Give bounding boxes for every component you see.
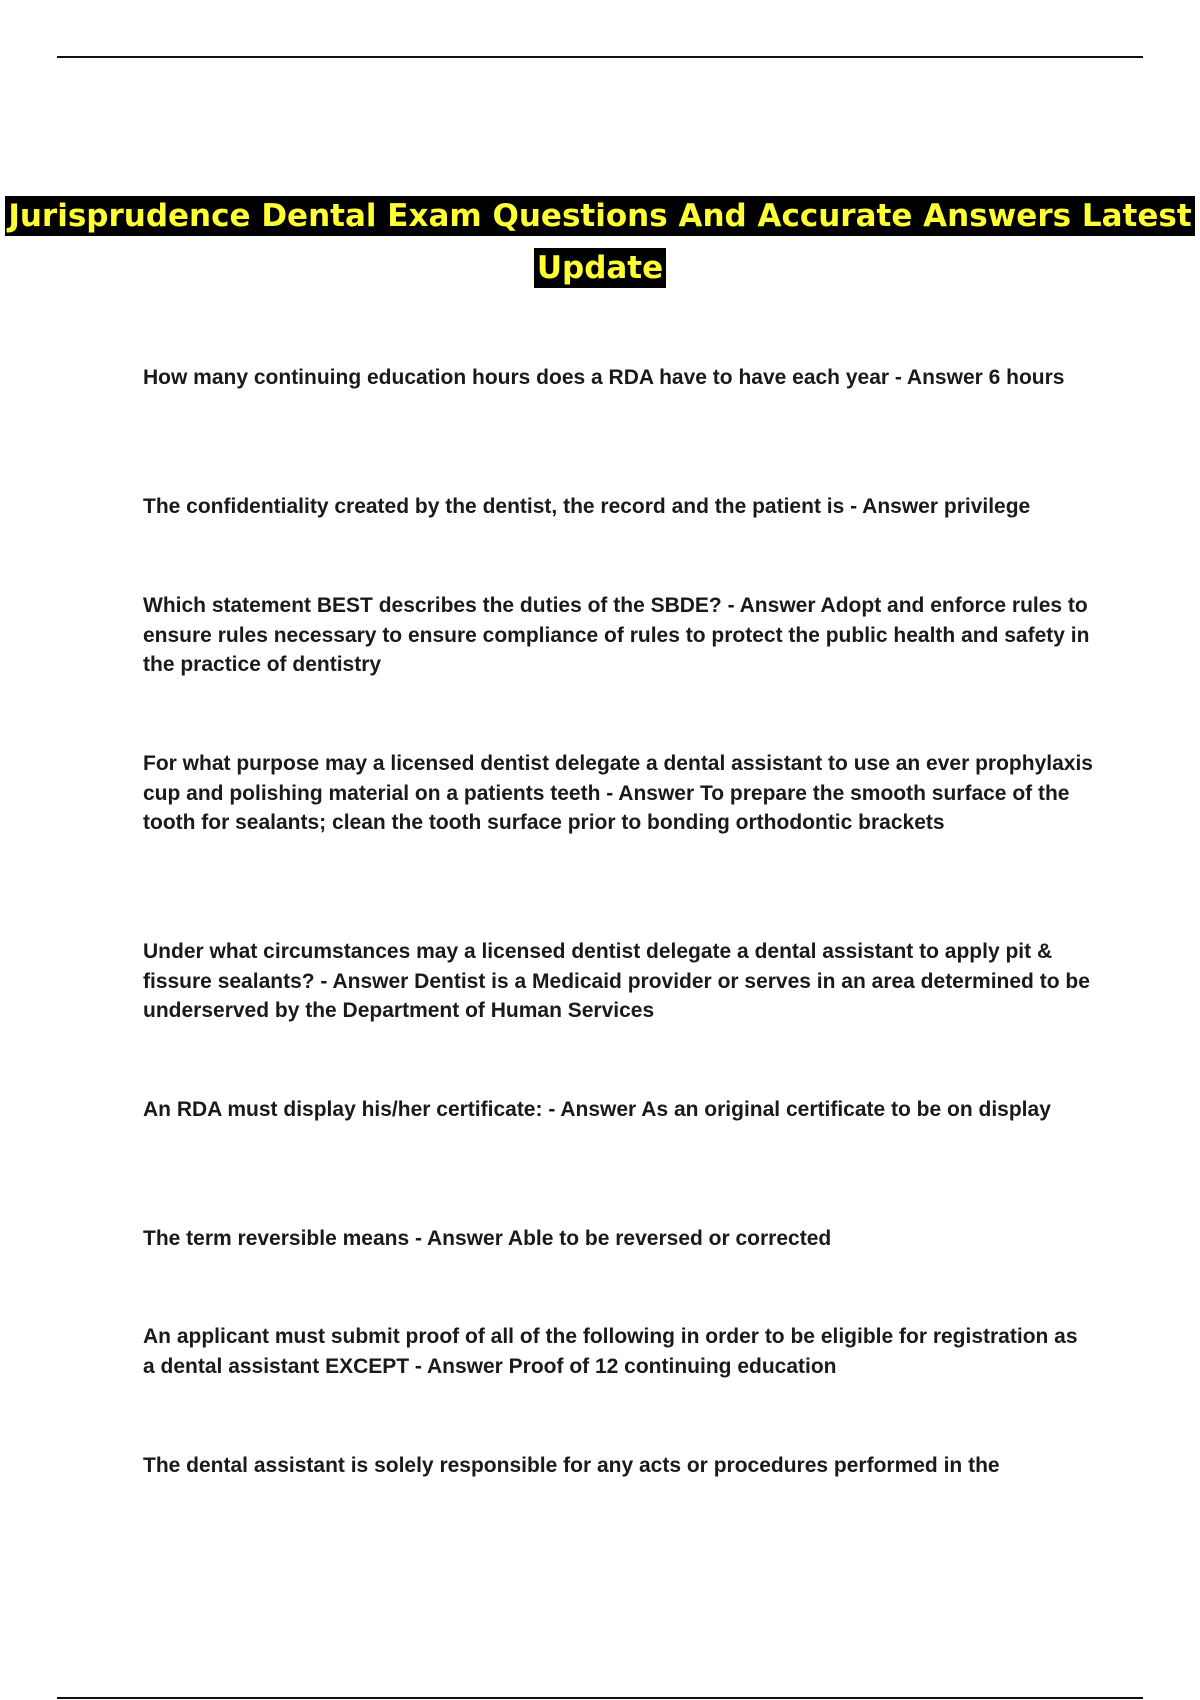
footer-rule: [57, 1697, 1143, 1699]
qa-item-4: For what purpose may a licensed dentist delegate a dental assistant to use an ever prophylaxis cup and polishing material on a patients teeth - Answer To prepare the smooth surface of the tooth for sealants; clean the tooth surface prior to bonding orthodontic brackets: [143, 752, 1093, 834]
header-rule: [57, 56, 1143, 58]
qa-item-8: An applicant must submit proof of all of the following in order to be eligible for registration as a dental assistant EXCEPT - Answer Proof of 12 continuing education: [143, 1325, 1078, 1378]
qa-item-1: How many continuing education hours does a RDA have to have each year - Answer 6 hours: [143, 366, 1065, 389]
qa-item-5: Under what circumstances may a licensed dentist delegate a dental assistant to apply pit & fissure sealants? - Answer Dentist is a Medicaid provider or serves in an area determined to be underserved by the Department of Human Services: [143, 940, 1090, 1022]
document-title: Jurisprudence Dental Exam Questions And Accurate Answers Latest Update: [5, 196, 1194, 288]
qa-item-3: Which statement BEST describes the duties of the SBDE? - Answer Adopt and enforce rules to ensure rules necessary to ensure compliance of rules to protect the public health and safety in the practice of dentistry: [143, 594, 1090, 676]
qa-item-6: An RDA must display his/her certificate: - Answer As an original certificate to be on display: [143, 1098, 1051, 1121]
qa-item-9: The dental assistant is solely responsible for any acts or procedures performed in the: [143, 1454, 1000, 1477]
qa-item-7: The term reversible means - Answer Able to be reversed or corrected: [143, 1227, 832, 1250]
title-block: [0, 190, 1200, 294]
qa-item-2: The confidentiality created by the dentist, the record and the patient is - Answer privilege: [143, 495, 1031, 518]
